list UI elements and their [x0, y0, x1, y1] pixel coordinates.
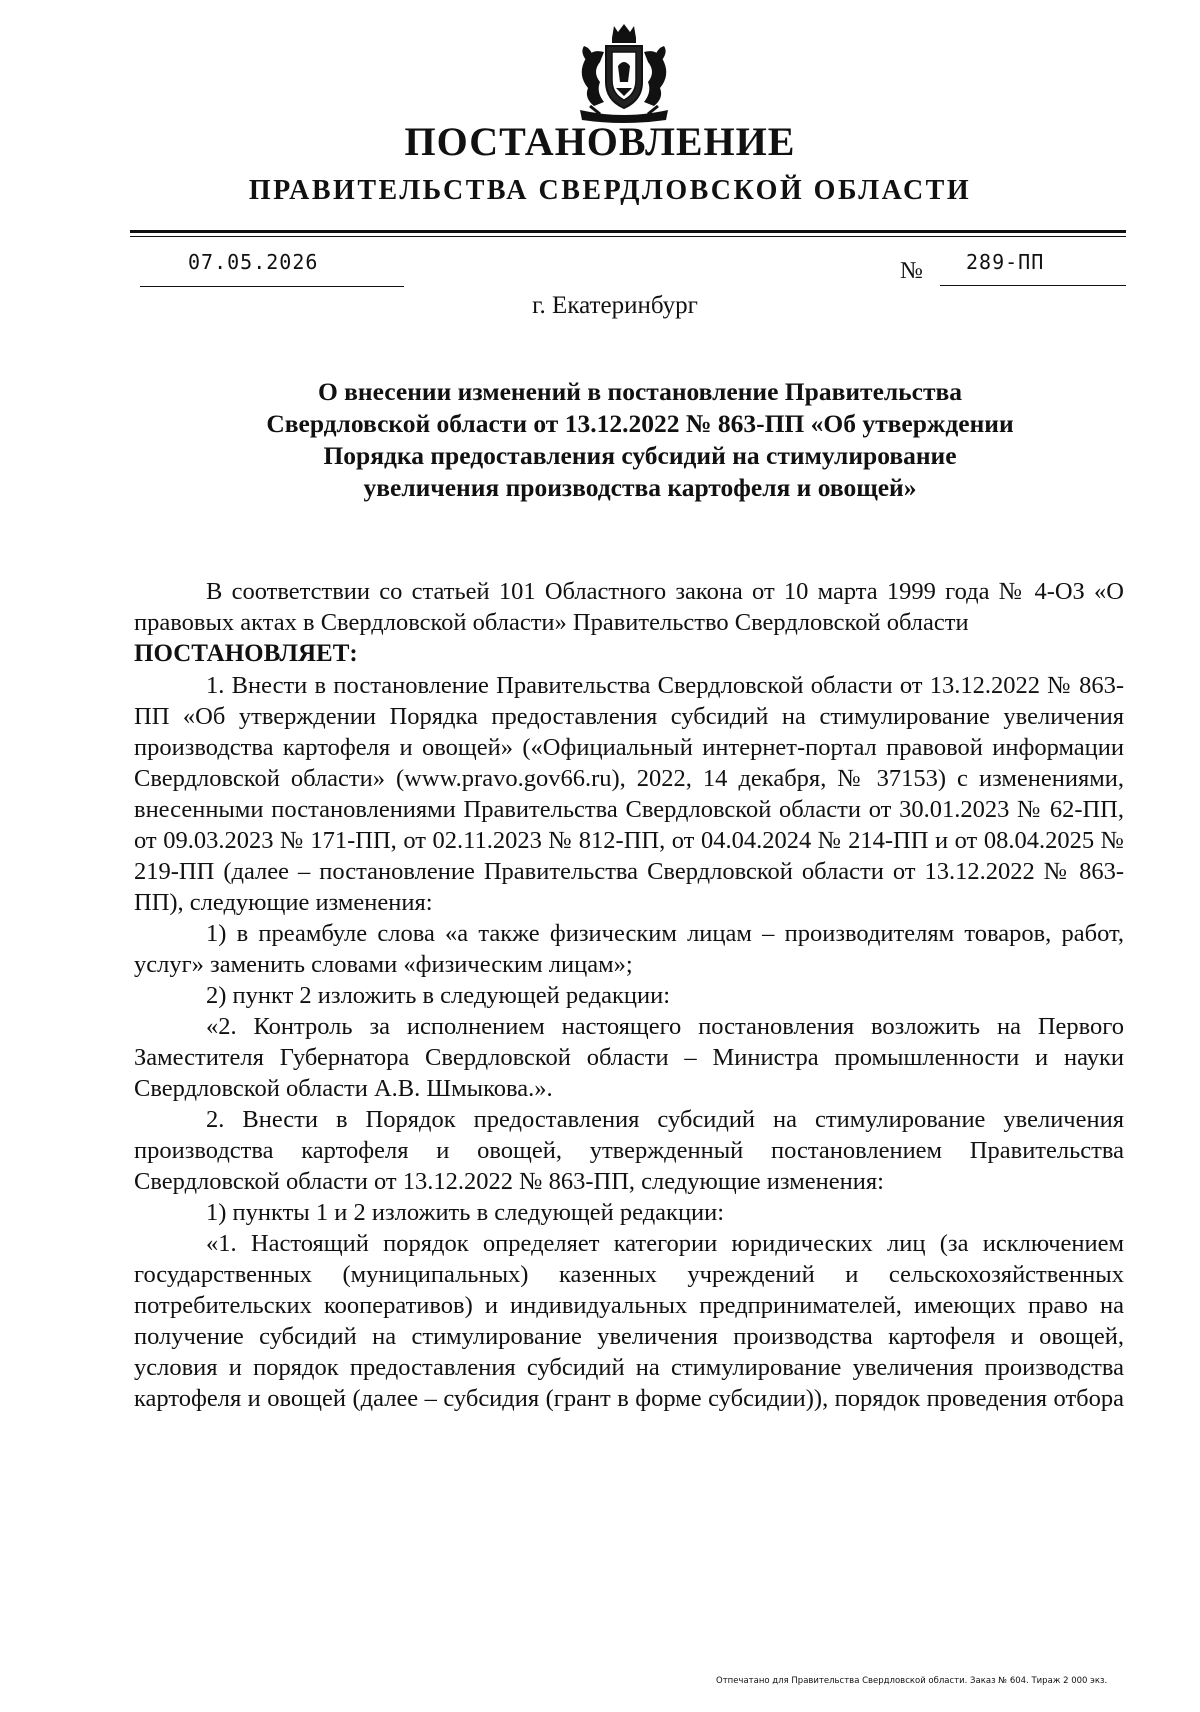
city-label: г. Екатеринбург [532, 292, 698, 319]
number-field [900, 250, 1126, 286]
decree-word: ПОСТАНОВЛЯЕТ: [134, 640, 358, 667]
title-line: Порядка предоставления субсидий на стимулирование [323, 441, 957, 470]
title-line: увеличения производства картофеля и овощей» [363, 473, 917, 502]
coat-of-arms-emblem [570, 22, 678, 124]
title-line: Свердловской области от 13.12.2022 № 863-ПП «Об утверждении [266, 409, 1014, 438]
body-paragraph: 1) пункты 1 и 2 изложить в следующей редакции: [206, 1199, 725, 1226]
body-paragraph: «2. Контроль за исполнением настоящего постановления возложить на Первого Заместителя Губернатора Свердловской области – Министра промышленности и науки Свердловской области А.В. Шмыкова.». [134, 1013, 1124, 1102]
document-body [134, 576, 1124, 1414]
document-number: 289-ПП [966, 250, 1045, 274]
title-line: О внесении изменений в постановление Правительства [317, 377, 963, 406]
body-paragraph: 2. Внести в Порядок предоставления субсидий на стимулирование увеличения производства картофеля и овощей, утвержденный постановлением Правительства Свердловской области от 13.12.2022 № 863-ПП, следующие изменения: [134, 1106, 1124, 1195]
number-sign: № [900, 258, 923, 284]
header-divider-thin [130, 236, 1126, 237]
number-underline [940, 285, 1126, 286]
header-divider-thick [130, 230, 1126, 233]
body-paragraph: «1. Настоящий порядок определяет категории юридических лиц (за исключением государственных (муниципальных) казенных учреждений и сельскохозяйственных потребительских кооперативов) и индивидуальных предпринимателей, имеющих право на получение субсидий на стимулирование увеличения производства картофеля и овощей, условия и порядок предоставления субсидий на стимулирование увеличения производства картофеля и овощей (далее – субсидия (грант в форме субсидии)), порядок проведения отбора [134, 1230, 1124, 1412]
body-paragraph: 1) в преамбуле слова «а также физическим лицам – производителям товаров, работ, услуг» заменить словами «физическим лицам»; [134, 920, 1124, 978]
date-field [140, 250, 404, 287]
body-paragraph: 1. Внести в постановление Правительства Свердловской области от 13.12.2022 № 863-ПП «Об утверждении Порядка предоставления субсидий на стимулирование увеличения производства картофеля и овощей» («Официальный интернет-портал правовой информации Свердловской области» (www.pravo.gov66.ru), 2022, 14 декабря, № 37153) с изменениями, внесенными постановлениями Правительства Свердловской области от 30.01.2023 № 62-ПП, от 09.03.2023 № 171-ПП, от 02.11.2023 № 812-ПП, от 04.04.2024 № 214-ПП и от 08.04.2025 № 219-ПП (далее – постановление Правительства Свердловской области от 13.12.2022 № 863-ПП), следующие изменения: [134, 672, 1124, 916]
document-type-heading: ПОСТАНОВЛЕНИЕ [404, 119, 796, 164]
print-imprint: Отпечатано для Правительства Свердловской области. Заказ № 604. Тираж 2 000 экз. [716, 1676, 1108, 1686]
preamble-paragraph: В соответствии со статьей 101 Областного закона от 10 марта 1999 года № 4-ОЗ «О правовых актах в Свердловской области» Правительство Свердловской области [134, 578, 1124, 636]
document-title [160, 376, 1120, 504]
document-date: 07.05.2026 [188, 250, 319, 274]
body-paragraph: 2) пункт 2 изложить в следующей редакции: [206, 982, 671, 1009]
issuer-heading: ПРАВИТЕЛЬСТВА СВЕРДЛОВСКОЙ ОБЛАСТИ [248, 175, 972, 206]
